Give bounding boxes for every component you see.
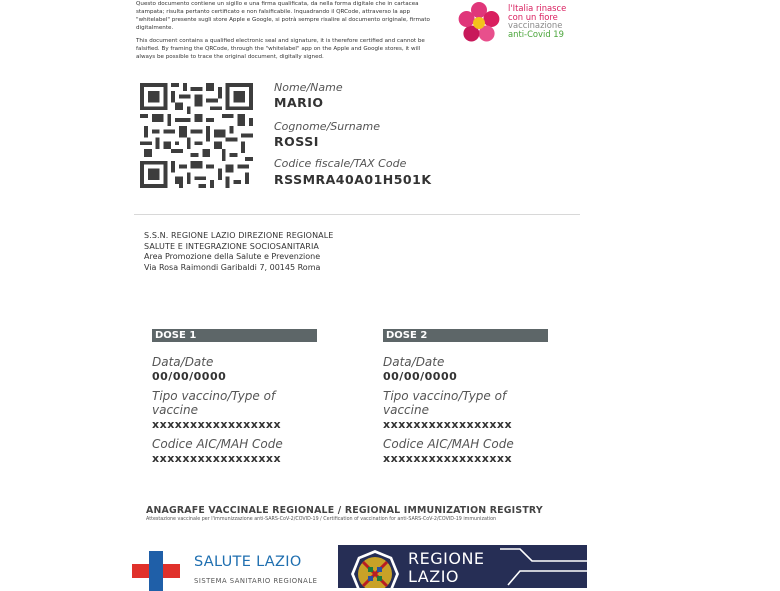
dose-1-code-label: Codice AIC/MAH Code — [152, 437, 283, 451]
italia-line-1: l'Italia rinasce — [508, 3, 567, 13]
name-value: MARIO — [274, 95, 324, 110]
dose-2-header: DOSE 2 — [383, 329, 548, 342]
dose-1-header: DOSE 1 — [152, 329, 317, 342]
regione-line-1: REGIONE — [408, 549, 485, 568]
italia-line-4: anti-Covid 19 — [508, 28, 564, 39]
flower-icon — [456, 0, 502, 46]
registry-subtitle: Attestazione vaccinale per l'immunizzazione anti-SARS-CoV-2/COVID-19 / Certification of vaccination for anti-SARS-CoV-2/COVID-19 immunization — [146, 517, 497, 522]
dose-2-date-label: Data/Date — [383, 355, 445, 369]
address-line-3: Area Promozione della Salute e Prevenzione — [144, 252, 321, 262]
italia-line-2: con un fiore — [508, 11, 558, 22]
italia-line-3: vaccinazione — [508, 20, 563, 31]
italia-rinasce-logo — [456, 0, 586, 45]
italia-rinasce-text — [508, 4, 566, 38]
regione-lazio-logo — [338, 545, 587, 588]
tax-code-label: Codice fiscale/TAX Code — [274, 157, 407, 170]
regione-lazio-title — [408, 550, 485, 586]
dose-1-date-value: 00/00/0000 — [152, 370, 227, 383]
address-line-1: S.S.N. REGIONE LAZIO DIREZIONE REGIONALE — [144, 231, 334, 240]
dose-1-code-value: xxxxxxxxxxxxxxxxx — [152, 452, 282, 465]
address-line-2: SALUTE E INTEGRAZIONE SOCIOSANITARIA — [144, 241, 319, 251]
section-divider — [134, 214, 580, 215]
decorative-stripes-icon — [498, 545, 587, 588]
registry-title: ANAGRAFE VACCINALE REGIONALE / REGIONAL IMMUNIZATION REGISTRY — [146, 505, 543, 516]
issuer-address — [144, 231, 333, 273]
tax-code-value: RSSMRA40A01H501K — [274, 172, 432, 187]
qr-code[interactable] — [140, 83, 253, 188]
dose-2-code-value: xxxxxxxxxxxxxxxxx — [383, 452, 513, 465]
intro-paragraph-it: Questo documento contiene un sigillo e una firma qualificata, da nella forma digitale che in cartacea stampata; risulta pertanto certificato e non falsificabile. Inquadrando il QRCode, attraverso la app "whitelabel" presente sugli store Apple e Google, si potrà sempre risalire al documento originale, firmato digitalmente. — [136, 1, 430, 31]
salute-lazio-subtitle: SISTEMA SANITARIO REGIONALE — [194, 577, 318, 585]
dose-2-type-label: Tipo vaccino/Type of vaccine — [383, 389, 507, 417]
regione-line-2: LAZIO — [408, 567, 459, 586]
surname-label: Cognome/Surname — [274, 120, 380, 133]
medical-cross-icon — [132, 551, 180, 591]
intro-text — [136, 0, 441, 61]
dose-1-type-label: Tipo vaccino/Type of vaccine — [152, 389, 276, 417]
dose-2-date-value: 00/00/0000 — [383, 370, 458, 383]
intro-paragraph-en: This document contains a qualified electronic seal and signature, it is therefore certified and cannot be falsified. By framing the QRCode, through the "whitelabel" app on the Apple and Google stores, it will always be possible to trace the original document, digitally signed. — [136, 38, 425, 60]
dose-1-type-value: xxxxxxxxxxxxxxxxx — [152, 418, 282, 431]
dose-2-code-label: Codice AIC/MAH Code — [383, 437, 514, 451]
salute-lazio-title: SALUTE LAZIO — [194, 554, 302, 570]
regione-lazio-emblem-icon — [350, 549, 400, 588]
dose-1-date-label: Data/Date — [152, 355, 214, 369]
dose-2-type-value: xxxxxxxxxxxxxxxxx — [383, 418, 513, 431]
dose-1-block — [152, 329, 317, 465]
name-label: Nome/Name — [274, 81, 343, 94]
dose-2-block — [383, 329, 548, 465]
surname-value: ROSSI — [274, 134, 319, 149]
address-line-4: Via Rosa Raimondi Garibaldi 7, 00145 Roma — [144, 262, 321, 272]
salute-lazio-logo — [132, 548, 332, 588]
